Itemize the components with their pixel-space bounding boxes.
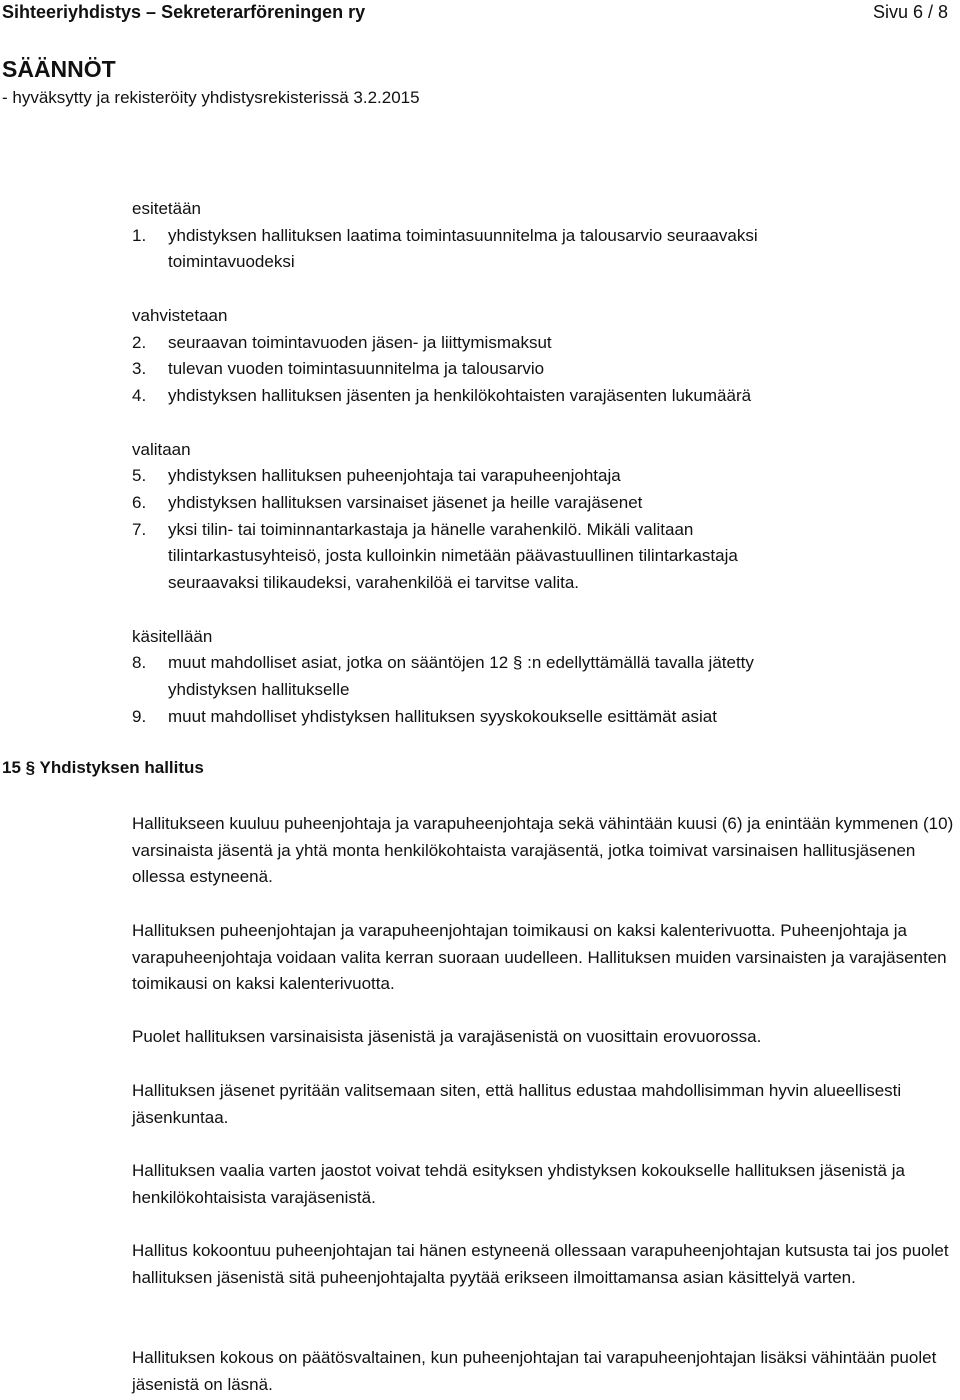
list-item: yhdistyksen hallituksen jäsenten ja henkilökohtaisten varajäsenten lukumäärä xyxy=(168,386,752,405)
list-item-number: 5. xyxy=(132,466,147,485)
paragraph: Hallituksen jäsenet pyritään valitsemaan siten, että hallitus edustaa mahdollisimman hyvin alueellisesti jäsenkuntaa. xyxy=(132,1081,902,1127)
list-item: yhdistyksen hallituksen laatima toimintasuunnitelma ja talousarvio seuraavaksi xyxy=(168,226,758,245)
paragraph: Hallitukseen kuuluu puheenjohtaja ja varapuheenjohtaja sekä vähintään kuusi (6) ja enintään kymmenen (10) varsinaista jäsentä ja yhtä monta henkilökohtaista varajäsentä, jotka toimivat varsinaisen hallitusjäsenen ollessa estyneenä. xyxy=(132,814,954,887)
list-item-number: 9. xyxy=(132,707,147,726)
paragraph: Hallituksen puheenjohtajan ja varapuheenjohtajan toimikausi on kaksi kalenterivuotta. Puheenjohtaja ja varapuheenjohtaja voidaan valita kerran suoraan uudelleen. Hallituksen muiden varsinaisten ja varajäsenten toimikausi on kaksi kalenterivuotta. xyxy=(132,921,947,994)
paragraph: Hallitus kokoontuu puheenjohtajan tai hänen estyneenä ollessaan varapuheenjohtajan kutsusta tai jos puolet hallituksen jäsenistä sitä puheenjohtajalta pyytää erikseen ilmoittamansa asian käsittelyä varten. xyxy=(132,1241,949,1287)
page-indicator: Sivu 6 / 8 xyxy=(872,2,948,22)
list-item: muut mahdolliset yhdistyksen hallituksen syyskokoukselle esittämät asiat xyxy=(168,707,717,726)
paragraph: Hallituksen kokous on päätösvaltainen, kun puheenjohtajan tai varapuheenjohtajan lisäksi vähintään puolet jäsenistä on läsnä. xyxy=(132,1348,937,1394)
list-item: yhdistyksen hallituksen varsinaiset jäsenet ja heille varajäsenet xyxy=(168,493,643,512)
list-item: yhdistyksen hallitukselle xyxy=(168,680,350,699)
list-item: muut mahdolliset asiat, jotka on sääntöjen 12 § :n edellyttämällä tavalla jätetty xyxy=(168,653,754,672)
list-item-number: 4. xyxy=(132,386,147,405)
list-item: tilintarkastusyhteisö, josta kulloinkin nimetään päävastuullinen tilintarkastaja xyxy=(168,546,738,565)
list-item: tulevan vuoden toimintasuunnitelma ja talousarvio xyxy=(168,359,545,378)
list-item-number: 1. xyxy=(132,226,147,245)
agenda-group-heading: valitaan xyxy=(132,440,191,459)
list-item: yksi tilin- tai toiminnantarkastaja ja hänelle varahenkilö. Mikäli valitaan xyxy=(168,520,694,539)
list-item: seuraavan toimintavuoden jäsen- ja liittymismaksut xyxy=(168,333,552,352)
list-item-number: 2. xyxy=(132,333,147,352)
list-item: yhdistyksen hallituksen puheenjohtaja tai varapuheenjohtaja xyxy=(168,466,621,485)
list-item: seuraavaksi tilikaudeksi, varahenkilöä ei tarvitse valita. xyxy=(168,573,580,592)
paragraph: Puolet hallituksen varsinaisista jäsenistä ja varajäsenistä on vuosittain erovuorossa. xyxy=(132,1027,762,1046)
agenda-group-heading: käsitellään xyxy=(132,627,213,646)
document-title: SÄÄNNÖT xyxy=(2,56,116,82)
header-organization: Sihteeriyhdistys – Sekreterarföreningen ry xyxy=(2,2,366,22)
list-item-number: 6. xyxy=(132,493,147,512)
list-item-number: 7. xyxy=(132,520,147,539)
paragraph: Hallituksen vaalia varten jaostot voivat tehdä esityksen yhdistyksen kokoukselle hallituksen jäsenistä ja henkilökohtaisista varajäsenistä. xyxy=(132,1161,905,1207)
list-item-number: 3. xyxy=(132,359,147,378)
list-item-number: 8. xyxy=(132,653,147,672)
agenda-group-heading: esitetään xyxy=(132,199,201,218)
list-item: toimintavuodeksi xyxy=(168,252,295,271)
agenda-group-heading: vahvistetaan xyxy=(132,306,228,325)
section-heading: 15 § Yhdistyksen hallitus xyxy=(2,758,204,777)
document-subtitle: - hyväksytty ja rekisteröity yhdistysrekisterissä 3.2.2015 xyxy=(2,88,420,107)
